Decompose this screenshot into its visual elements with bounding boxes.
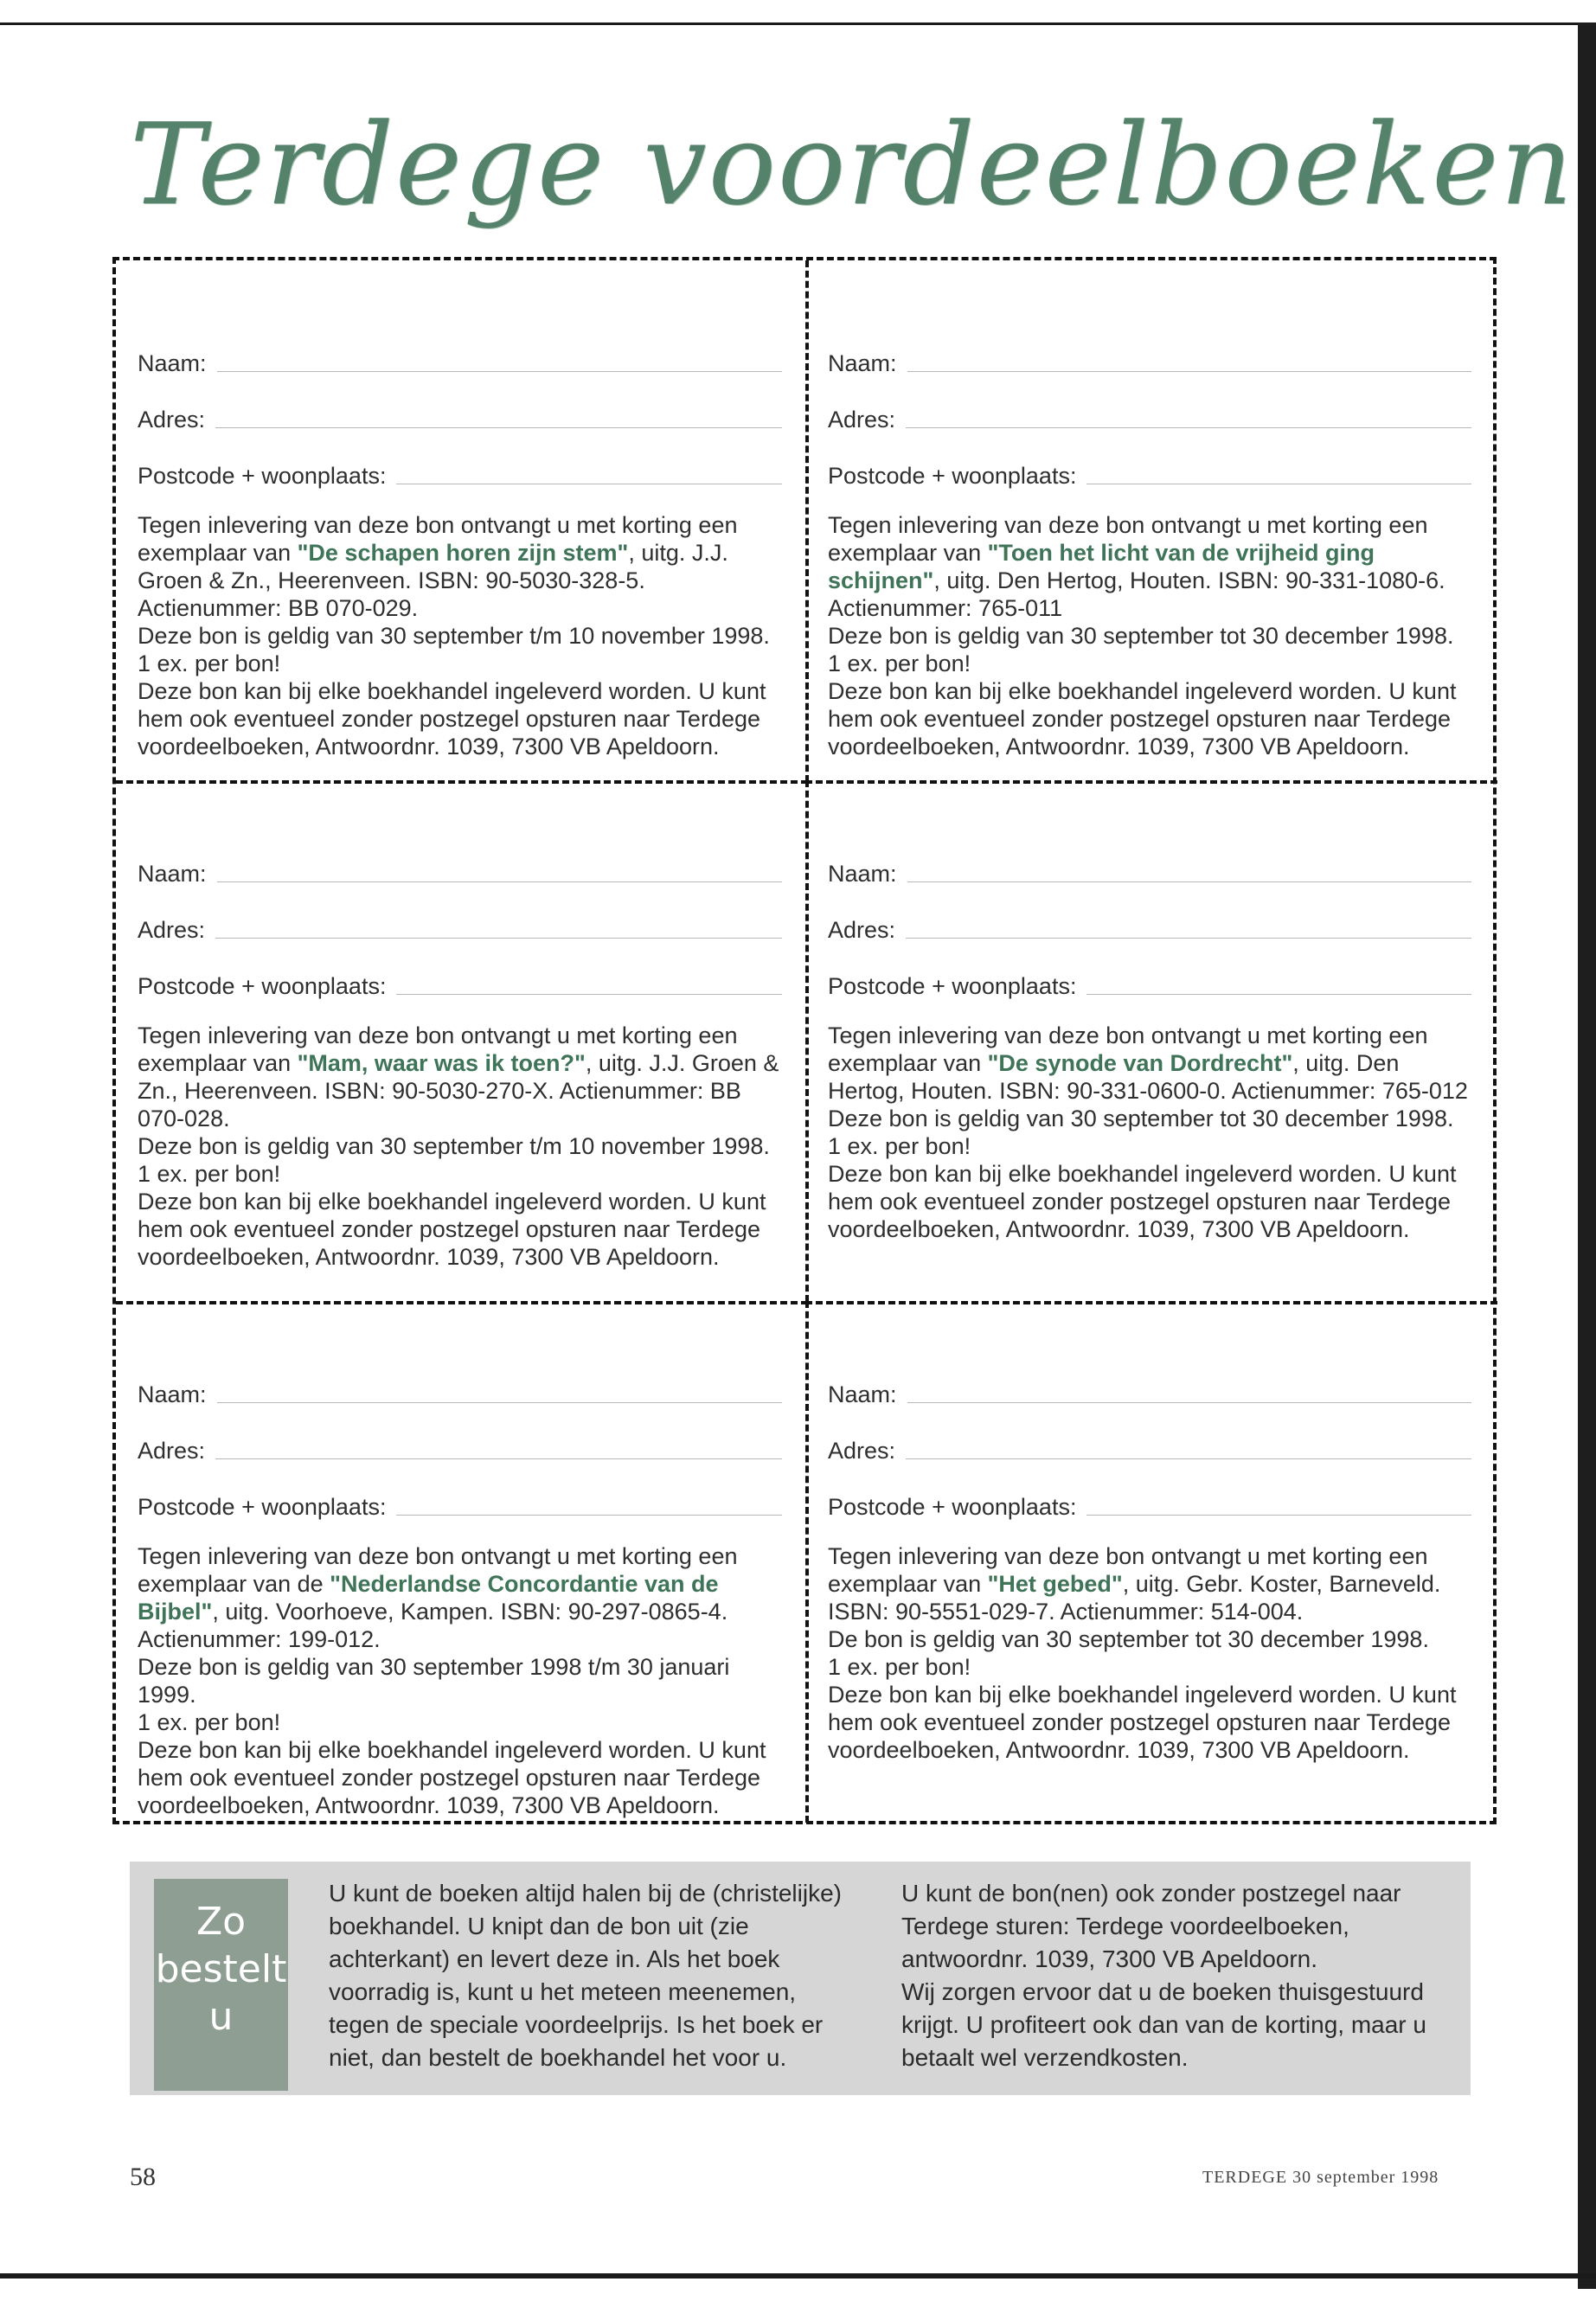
coupon-note: Deze bon kan bij elke boekhandel ingeleverd worden. U kunt hem ook eventueel zonder postzegel opsturen naar Terdege voordeelboeken, Antwoordnr. 1039, 7300 VB Apeldoorn.: [828, 1682, 1457, 1763]
coupon-intro: Tegen inlevering van deze bon ontvangt u met korting een exemplaar van: [138, 512, 738, 566]
coupon-note: Deze bon kan bij elke boekhandel ingeleverd worden. U kunt hem ook eventueel zonder postzegel opsturen naar Terdege voordeelboeken, Antwoordnr. 1039, 7300 VB Apeldoorn.: [138, 1189, 766, 1270]
postcode-line[interactable]: [1086, 1489, 1471, 1516]
coupon[interactable]: [805, 1301, 1497, 1823]
coupon-details: , uitg. Den Hertog, Houten. ISBN: 90-331-1080-6. Actienummer: 765-011: [828, 567, 1445, 621]
coupon-limit: 1 ex. per bon!: [828, 1654, 971, 1680]
postcode-line[interactable]: [396, 968, 782, 995]
postcode-field[interactable]: [828, 1486, 1471, 1521]
coupon-intro: Tegen inlevering van deze bon ontvangt u met korting een exemplaar van de: [138, 1543, 738, 1597]
coupon-description: [138, 1022, 782, 1271]
coupon-description: [828, 1542, 1471, 1764]
name-field[interactable]: [138, 853, 782, 888]
address-line[interactable]: [906, 912, 1471, 939]
book-title: "Het gebed": [987, 1571, 1123, 1597]
postcode-field[interactable]: [138, 455, 782, 490]
coupon-intro: Tegen inlevering van deze bon ontvangt u met korting een exemplaar van: [138, 1022, 738, 1076]
publication-footer: TERDEGE 30 september 1998: [1202, 2168, 1439, 2187]
address-field[interactable]: [138, 909, 782, 944]
address-line[interactable]: [906, 401, 1471, 428]
book-title: "De synode van Dordrecht": [987, 1050, 1293, 1076]
coupon-validity: Deze bon is geldig van 30 september t/m 10 november 1998.: [138, 623, 770, 649]
coupon-limit: 1 ex. per bon!: [138, 1709, 281, 1735]
ordering-text-store: U kunt de boeken altijd halen bij de (christelijke) boekhandel. U knipt dan de bon uit (zie achterkant) en levert deze in. Als het boek voorradig is, kunt u het meteen meenemen, tegen de speciale voordeelprijs. Is het boek er niet, dan bestelt de boekhandel het voor u.: [329, 1880, 842, 2071]
postcode-label: Postcode + woonplaats:: [828, 463, 1077, 489]
coupon-note: Deze bon kan bij elke boekhandel ingeleverd worden. U kunt hem ook eventueel zonder postzegel opsturen naar Terdege voordeelboeken, Antwoordnr. 1039, 7300 VB Apeldoorn.: [828, 1161, 1457, 1242]
address-label: Adres:: [138, 407, 206, 433]
postcode-field[interactable]: [138, 965, 782, 1000]
coupon-limit: 1 ex. per bon!: [828, 1133, 971, 1159]
coupon-description: [828, 511, 1471, 760]
coupon-description: [138, 1542, 782, 1819]
coupon-validity: Deze bon is geldig van 30 september t/m 10 november 1998.: [138, 1133, 770, 1159]
book-title: "Toen het licht van de vrijheid ging schijnen": [828, 540, 1375, 593]
coupon[interactable]: [116, 780, 808, 1302]
postcode-label: Postcode + woonplaats:: [828, 1494, 1077, 1520]
address-label: Adres:: [138, 1438, 206, 1464]
postcode-label: Postcode + woonplaats:: [138, 463, 387, 489]
coupon-details: , uitg. J.J. Groen & Zn., Heerenveen. ISBN: 90-5030-270-X. Actienummer: BB 070-028.: [138, 1050, 779, 1131]
page-number: 58: [130, 2163, 156, 2191]
address-line[interactable]: [215, 1433, 782, 1459]
coupon-intro: Tegen inlevering van deze bon ontvangt u met korting een exemplaar van: [828, 512, 1428, 566]
name-field[interactable]: [828, 853, 1471, 888]
address-field[interactable]: [828, 399, 1471, 433]
address-label: Adres:: [138, 917, 206, 943]
ordering-mail-paragraph: U kunt de bon(nen) ook zonder postzegel naar Terdege sturen: Terdege voordeelboeken, antwoordnr. 1039, 7300 VB Apeldoorn.: [901, 1880, 1401, 1972]
page-title: Terdege voordeelboeken: [130, 99, 1574, 230]
right-edge-bar: [1578, 22, 1596, 2289]
address-label: Adres:: [828, 407, 896, 433]
book-title: "Mam, waar was ik toen?": [297, 1050, 586, 1076]
postcode-label: Postcode + woonplaats:: [138, 973, 387, 999]
coupon-validity: Deze bon is geldig van 30 september tot 30 december 1998.: [828, 1106, 1454, 1131]
name-label: Naam:: [138, 350, 207, 376]
coupon-validity: De bon is geldig van 30 september tot 30 december 1998.: [828, 1626, 1429, 1652]
name-line[interactable]: [217, 345, 782, 372]
coupon-note: Deze bon kan bij elke boekhandel ingeleverd worden. U kunt hem ook eventueel zonder postzegel opsturen naar Terdege voordeelboeken, Antwoordnr. 1039, 7300 VB Apeldoorn.: [138, 1737, 766, 1818]
name-label: Naam:: [138, 1381, 207, 1407]
coupon-validity: Deze bon is geldig van 30 september 1998 t/m 30 januari 1999.: [138, 1654, 730, 1708]
name-field[interactable]: [138, 343, 782, 377]
postcode-field[interactable]: [828, 455, 1471, 490]
name-field[interactable]: [828, 1374, 1471, 1408]
coupon-note: Deze bon kan bij elke boekhandel ingeleverd worden. U kunt hem ook eventueel zonder postzegel opsturen naar Terdege voordeelboeken, Antwoordnr. 1039, 7300 VB Apeldoorn.: [138, 678, 766, 760]
address-field[interactable]: [828, 909, 1471, 944]
coupon-details: , uitg. Voorhoeve, Kampen. ISBN: 90-297-0865-4. Actienummer: 199-012.: [138, 1599, 728, 1652]
address-field[interactable]: [138, 1430, 782, 1465]
postcode-line[interactable]: [1086, 968, 1471, 995]
coupon-details: , uitg. J.J. Groen & Zn., Heerenveen. ISBN: 90-5030-328-5. Actienummer: BB 070-029.: [138, 540, 728, 621]
postcode-field[interactable]: [138, 1486, 782, 1521]
address-line[interactable]: [215, 401, 782, 428]
coupon[interactable]: [805, 260, 1497, 782]
bottom-rule: [0, 2273, 1596, 2279]
postcode-line[interactable]: [396, 458, 782, 484]
coupon[interactable]: [805, 780, 1497, 1302]
postcode-label: Postcode + woonplaats:: [828, 973, 1077, 999]
coupon-details: , uitg. Gebr. Koster, Barneveld. ISBN: 90-5551-029-7. Actienummer: 514-004.: [828, 1571, 1441, 1625]
name-field[interactable]: [828, 343, 1471, 377]
ordering-delivery-paragraph: Wij zorgen ervoor dat u de boeken thuisgestuurd krijgt. U profiteert ook dan van de korting, maar u betaalt wel verzendkosten.: [901, 1978, 1426, 2071]
ordering-text-mail: [901, 1877, 1438, 2074]
name-line[interactable]: [907, 345, 1471, 372]
name-label: Naam:: [828, 350, 897, 376]
coupon-details: , uitg. Den Hertog, Houten. ISBN: 90-331-0600-0. Actienummer: 765-012: [828, 1050, 1468, 1104]
name-line[interactable]: [217, 856, 782, 882]
coupon-grid: [112, 257, 1497, 1824]
name-line[interactable]: [907, 1376, 1471, 1403]
postcode-field[interactable]: [828, 965, 1471, 1000]
ordering-tag: Zo bestelt u: [154, 1879, 288, 2091]
name-field[interactable]: [138, 1374, 782, 1408]
address-field[interactable]: [828, 1430, 1471, 1465]
name-label: Naam:: [828, 1381, 897, 1407]
address-field[interactable]: [138, 399, 782, 433]
name-line[interactable]: [907, 856, 1471, 882]
book-title: "Nederlandse Concordantie van de Bijbel": [138, 1571, 719, 1625]
coupon[interactable]: [116, 260, 808, 782]
coupon-intro: Tegen inlevering van deze bon ontvangt u met korting een exemplaar van: [828, 1543, 1428, 1597]
postcode-line[interactable]: [396, 1489, 782, 1516]
coupon-limit: 1 ex. per bon!: [138, 1161, 281, 1187]
coupon-validity: Deze bon is geldig van 30 september tot 30 december 1998.: [828, 623, 1454, 649]
coupon-description: [138, 511, 782, 760]
address-label: Adres:: [828, 917, 896, 943]
postcode-label: Postcode + woonplaats:: [138, 1494, 387, 1520]
name-label: Naam:: [138, 861, 207, 887]
coupon-limit: 1 ex. per bon!: [828, 651, 971, 676]
name-label: Naam:: [828, 861, 897, 887]
postcode-line[interactable]: [1086, 458, 1471, 484]
address-line[interactable]: [215, 912, 782, 939]
address-label: Adres:: [828, 1438, 896, 1464]
name-line[interactable]: [217, 1376, 782, 1403]
coupon-note: Deze bon kan bij elke boekhandel ingeleverd worden. U kunt hem ook eventueel zonder postzegel opsturen naar Terdege voordeelboeken, Antwoordnr. 1039, 7300 VB Apeldoorn.: [828, 678, 1457, 760]
book-title: "De schapen horen zijn stem": [297, 540, 629, 566]
top-rule: [0, 22, 1596, 25]
ordering-info-box: [130, 1862, 1471, 2095]
coupon-intro: Tegen inlevering van deze bon ontvangt u met korting een exemplaar van: [828, 1022, 1428, 1076]
coupon[interactable]: [116, 1301, 808, 1823]
coupon-limit: 1 ex. per bon!: [138, 651, 281, 676]
address-line[interactable]: [906, 1433, 1471, 1459]
coupon-description: [828, 1022, 1471, 1243]
